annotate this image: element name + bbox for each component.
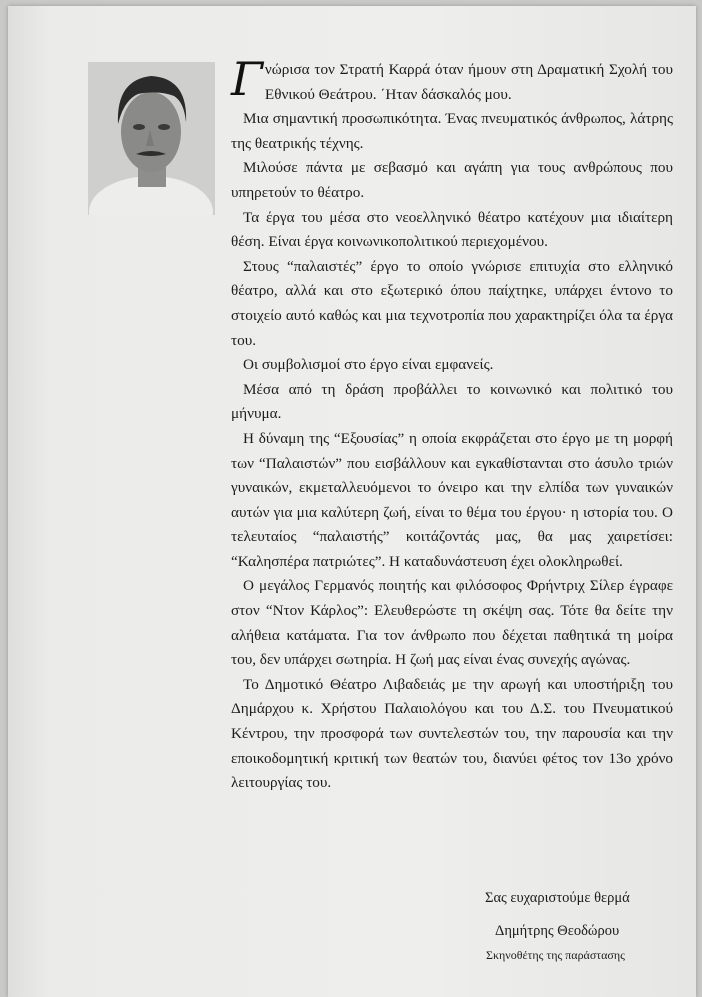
program-page — [8, 6, 696, 997]
signature-name: Δημήτρης Θεοδώρου — [495, 923, 620, 939]
paragraph: Η δύναμη της “Εξουσίας” η οποία εκφράζεται στο έργο με τη μορφή των “Παλαιστών” που εισβάλλουν και εγκαθίστανται στο άσυλο τριών γυναικών, εκμεταλλευόμενοι το όνειρο και την ελπίδα των γυναικών αυτών για μια καλύτερη ζωή, είναι το θέμα του έργου· η ιστορία του. Ο τελευταίος “παλαιστής” κοιτάζοντάς μας, θα μας χαιρετίσει: “Καλησπέρα πατριώτες”. Η καταδυνάστευση έχει ολοκληρωθεί. — [231, 429, 673, 570]
paragraph: Τα έργα του μέσα στο νεοελληνικό θέατρο κατέχουν μια ιδιαίτερη θέση. Είναι έργα κοινωνικοπολιτικού περιεχομένου. — [231, 208, 673, 251]
paragraph-intro: Γνώρισα τον Στρατή Καρρά όταν ήμουν στη Δραματική Σχολή του Εθνικού Θεάτρου. ΄Ηταν δάσκαλός μου. — [231, 52, 673, 106]
paragraph: Ο μεγάλος Γερμανός ποιητής και φιλόσοφος Φρήντριχ Σίλερ έγραφε στον “Ντον Κάρλος”: Ελευθερώστε τη σκέψη σας. Τότε θα δείτε την αλήθεια κατάματα. Για τον άνθρωπο που δέχεται παθητικά τη μοίρα του, δεν υπάρχει σωτηρία. Η ζωή μας είναι ένας συνεχής αγώνας. — [231, 577, 673, 669]
letter-body — [231, 52, 673, 796]
paragraph: Στους “παλαιστές” έργο το οποίο γνώρισε επιτυχία στο ελληνικό θέατρο, αλλά και στο εξωτερικό όπου παίχτηκε, υπάρχει έντονο το στοιχείο αυτό καθώς και μια τεχνοτροπία που χαρακτηρίζει όλα τα έργα του. — [231, 257, 673, 349]
portrait-icon — [88, 62, 215, 215]
paragraph: Το Δημοτικό Θέατρο Λιβαδειάς με την αρωγή και υποστήριξη του Δημάρχου κ. Χρήστου Παλαιολόγου και του Δ.Σ. του Πνευματικού Κέντρου, την προσφορά των συντελεστών του, την παρουσία και την εποικοδομητική κριτική των θεατών του, διανύει φέτος τον 13ο χρόνο λειτουργίας του. — [231, 675, 673, 792]
dropcap-letter: Γ — [231, 52, 263, 106]
closing-thanks: Σας ευχαριστούμε θερμά — [485, 890, 630, 906]
paragraph: Μια σημαντική προσωπικότητα. Ένας πνευματικός άνθρωπος, λάτρης της θεατρικής τέχνης. — [231, 110, 673, 152]
author-portrait-photo — [88, 62, 215, 215]
paragraph: Μιλούσε πάντα με σεβασμό και αγάπη για τους ανθρώπους που υπηρετούν το θέατρο. — [231, 159, 673, 201]
signature-role: Σκηνοθέτης της παράστασης — [486, 948, 625, 962]
paragraph: Μέσα από τη δράση προβάλλει το κοινωνικό και πολιτικό του μήνυμα. — [231, 380, 673, 423]
paragraph: Οι συμβολισμοί στο έργο είναι εμφανείς. — [243, 356, 494, 374]
